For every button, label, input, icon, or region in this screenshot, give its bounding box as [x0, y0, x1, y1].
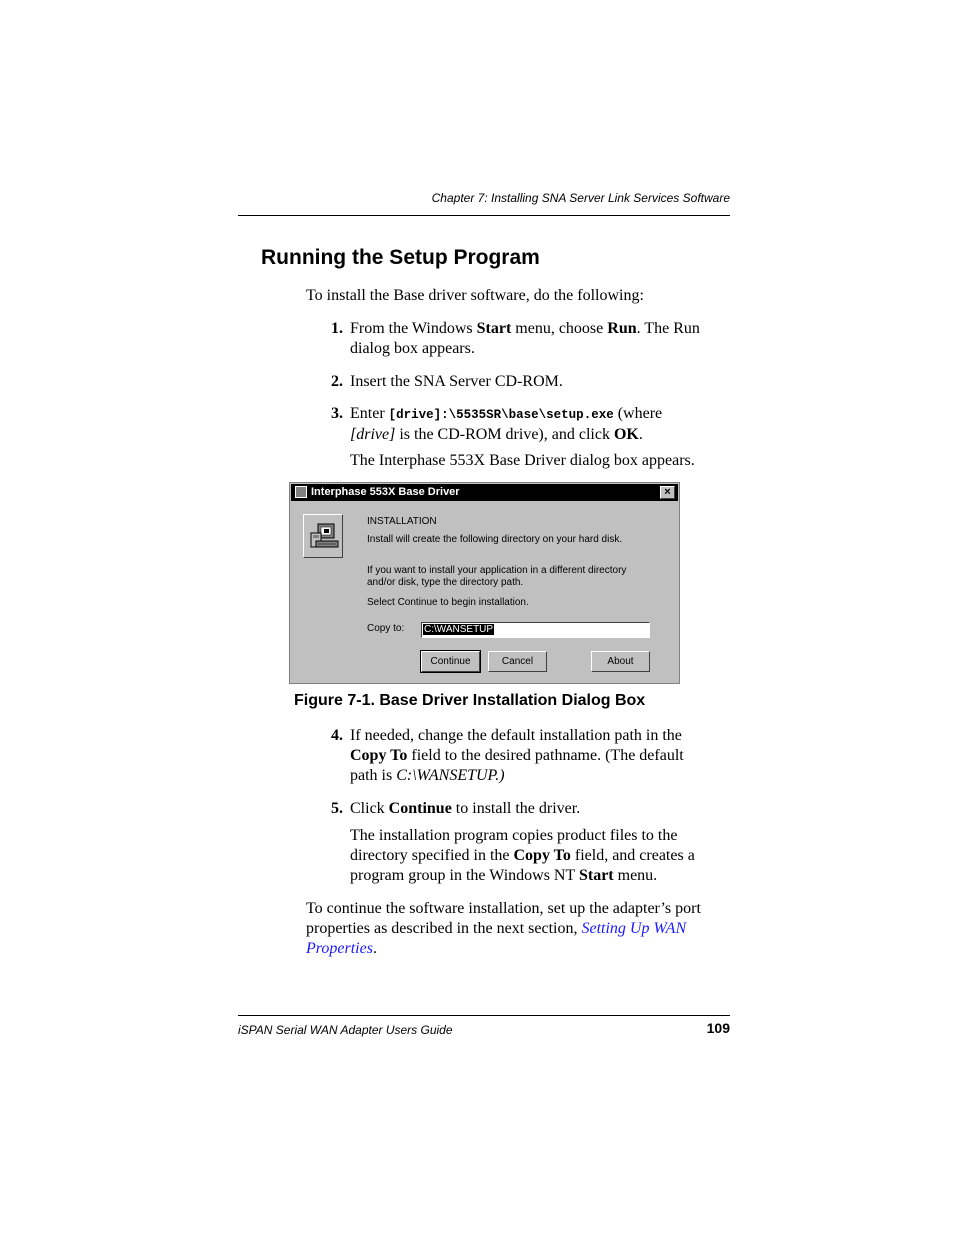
continue-label-ref: Continue — [388, 800, 452, 817]
dialog-line-4: Select Continue to begin installation. — [367, 597, 529, 608]
start-menu-ref: Start — [578, 867, 614, 884]
text: . — [638, 426, 643, 443]
text: If needed, change the default installation path in the — [350, 727, 682, 744]
copy-to-value: C:\WANSETUP — [424, 624, 494, 635]
setup-path-code: [drive]:\5535SR\base\setup.exe — [388, 408, 614, 422]
step-3-note: The Interphase 553X Base Driver dialog box appears. — [350, 452, 695, 469]
copy-to-label-ref: Copy To — [350, 747, 408, 764]
menu-run: Run — [607, 320, 637, 337]
text: Click — [350, 800, 389, 817]
text: (where — [613, 405, 663, 422]
text: menu. — [613, 867, 658, 884]
step-number: 2. — [331, 373, 343, 390]
step-4-text — [350, 726, 740, 786]
closing-paragraph — [306, 899, 736, 959]
text: to install the driver. — [451, 800, 581, 817]
close-button[interactable]: × — [660, 486, 675, 499]
figure-caption: Figure 7-1. Base Driver Installation Dialog Box — [294, 692, 646, 709]
text: is the CD-ROM drive), and click — [395, 426, 614, 443]
text: From the Windows — [350, 320, 477, 337]
copy-to-label: Copy to: — [367, 623, 405, 634]
text: menu, choose — [511, 320, 608, 337]
copy-to-label-ref: Copy To — [513, 847, 571, 864]
step-number: 5. — [331, 800, 343, 817]
base-driver-dialog — [289, 482, 680, 684]
text: To continue the software installation, set up the adapter’s port — [306, 900, 701, 917]
about-button[interactable]: About — [591, 651, 650, 672]
text: . — [372, 940, 377, 957]
text: dialog box appears. — [350, 340, 475, 357]
step-3 — [331, 404, 343, 424]
text: Enter — [350, 405, 389, 422]
running-header: Chapter 7: Installing SNA Server Link Services Software — [431, 191, 730, 205]
setting-up-wan-link[interactable]: Setting Up WAN — [581, 920, 687, 937]
text: directory specified in the — [350, 847, 514, 864]
text: path is — [350, 767, 397, 784]
step-number: 1. — [331, 320, 343, 337]
text: field, and creates a — [570, 847, 695, 864]
text: . The Run — [636, 320, 700, 337]
step-2-text: Insert the SNA Server CD-ROM. — [350, 373, 563, 390]
menu-start: Start — [476, 320, 512, 337]
dialog-title: Interphase 553X Base Driver — [311, 486, 460, 498]
computer-setup-icon — [303, 514, 343, 558]
step-4 — [331, 726, 343, 746]
text: program group in the Windows NT — [350, 867, 579, 884]
text: properties as described in the next section, — [306, 920, 582, 937]
header-rule — [238, 215, 730, 216]
step-number: 3. — [331, 405, 343, 422]
footer-rule — [238, 1015, 730, 1016]
dialog-line-2: If you want to install your application in a different directory — [367, 565, 627, 576]
installation-heading: INSTALLATION — [367, 516, 437, 527]
cancel-button[interactable]: Cancel — [488, 651, 547, 672]
app-icon — [295, 486, 307, 498]
step-3-text — [350, 404, 740, 445]
step-5-text — [350, 799, 580, 819]
step-5 — [331, 799, 343, 819]
dialog-titlebar[interactable] — [291, 484, 678, 501]
page-number: 109 — [706, 1020, 730, 1036]
default-path: C:\WANSETUP.) — [396, 767, 505, 784]
text: The installation program copies product files to the — [350, 827, 678, 844]
continue-button[interactable]: Continue — [421, 651, 480, 672]
properties-link[interactable]: Properties — [306, 940, 373, 957]
step-number: 4. — [331, 727, 343, 744]
computer-setup-icon-graphic — [304, 515, 342, 557]
ok-label: OK — [613, 426, 639, 443]
text: field to the desired pathname. (The default — [407, 747, 684, 764]
step-2 — [331, 372, 343, 392]
footer-title: iSPAN Serial WAN Adapter Users Guide — [238, 1023, 453, 1037]
step-1 — [331, 319, 343, 339]
dialog-line-3: and/or disk, type the directory path. — [367, 577, 524, 588]
drive-placeholder: [drive] — [350, 426, 396, 443]
dialog-line-1: Install will create the following directory on your hard disk. — [367, 534, 623, 545]
step-5-note — [350, 826, 740, 886]
copy-to-input[interactable] — [421, 622, 650, 638]
step-1-text — [350, 319, 740, 359]
section-title: Running the Setup Program — [261, 246, 540, 269]
intro-paragraph: To install the Base driver software, do the following: — [306, 287, 644, 304]
